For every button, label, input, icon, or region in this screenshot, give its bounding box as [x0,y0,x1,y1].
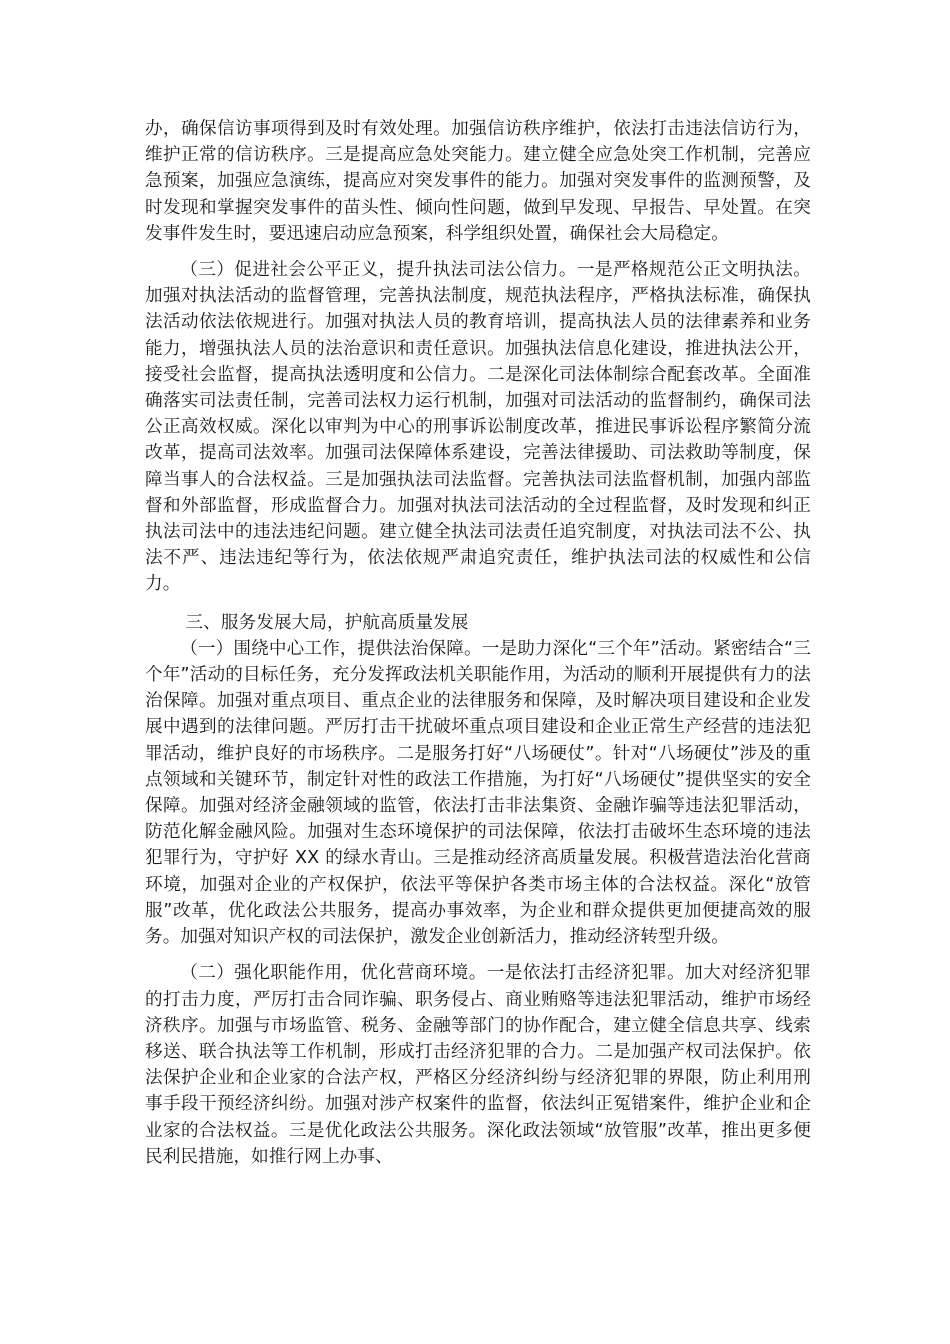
section-heading-serve-development: 三、服务发展大局，护航高质量发展 [185,612,469,633]
document-page [145,116,811,1170]
paragraph-section-2-business-environment: （二）强化职能作用，优化营商环境。一是依法打击经济犯罪。加大对经济犯罪的打击力度，严厉打击合同诈骗、职务侵占、商业贿赂等违法犯罪活动，维护市场经济秩序。加强与市场监管、税务、金融等部门的协作配合，建立健全信息共享、线索移送、联合执法等工作机制，形成打击经济犯罪的合力。二是加强产权司法保护。依法保护企业和企业家的合法产权，严格区分经济纠纷与经济犯罪的界限，防止利用刑事手段干预经济纠纷。加强对涉产权案件的监督，依法纠正冤错案件，维护企业和企业家的合法权益。三是优化政法公共服务。深化政法领域“放管服”改革，推出更多便民利民措施，如推行网上办事、 [145,963,811,1167]
paragraph-section-1-legal-guarantee: （一）围绕中心工作，提供法治保障。一是助力深化“三个年”活动。紧密结合“三个年”活动的目标任务，充分发挥政法机关职能作用，为活动的顺利开展提供有力的法治保障。加强对重点项目、重点企业的法律服务和保障，及时解决项目建设和企业发展中遇到的法律问题。严厉打击干扰破坏重点项目建设和企业正常生产经营的违法犯罪活动，维护良好的市场秩序。二是服务打好“八场硬仗”。针对“八场硬仗”涉及的重点领域和关键环节，制定针对性的政法工作措施，为打好“八场硬仗”提供坚实的安全保障。加强对经济金融领域的监管，依法打击非法集资、金融诈骗等违法犯罪活动，防范化解金融风险。加强对生态环境保护的司法保障，依法打击破坏生态环境的违法犯罪行为，守护好 XX 的绿水青山。三是推动经济高质量发展。积极营造法治化营商环境，加强对企业的产权保护，依法平等保护各类市场主体的合法权益。深化“放管服”改革，优化政法公共服务，提高办事效率，为企业和群众提供更加便捷高效的服务。加强对知识产权的司法保护，激发企业创新活力，推动经济转型升级。 [145,638,811,948]
paragraph-petition-emergency: 办，确保信访事项得到及时有效处理。加强信访秩序维护，依法打击违法信访行为，维护正常的信访秩序。三是提高应急处突能力。建立健全应急处突工作机制，完善应急预案，加强应急演练，提高应对突发事件的能力。加强对突发事件的监测预警，及时发现和掌握突发事件的苗头性、倾向性问题，做到早发现、早报告、早处置。在突发事件发生时，要迅速启动应急预案，科学组织处置，确保社会大局稳定。 [145,119,811,244]
paragraph-section-3-justice: （三）促进社会公平正义，提升执法司法公信力。一是严格规范公正文明执法。加强对执法活动的监督管理，完善执法制度，规范执法程序，严格执法标准，确保执法活动依法依规进行。加强对执法人员的教育培训，提高执法人员的法律素养和业务能力，增强执法人员的法治意识和责任意识。加强执法信息化建设，推进执法公开，接受社会监督，提高执法透明度和公信力。二是深化司法体制综合配套改革。全面准确落实司法责任制，完善司法权力运行机制，加强对司法活动的监督制约，确保司法公正高效权威。深化以审判为中心的刑事诉讼制度改革，推进民事诉讼程序繁简分流改革，提高司法效率。加强司法保障体系建设，完善法律援助、司法救助等制度，保障当事人的合法权益。三是加强执法司法监督。完善执法司法监督机制，加强内部监督和外部监督，形成监督合力。加强对执法司法活动的全过程监督，及时发现和纠正执法司法中的违法违纪问题。建立健全执法司法责任追究制度，对执法司法不公、执法不严、违法违纪等行为，依法依规严肃追究责任，维护执法司法的权威性和公信力。 [145,260,811,595]
